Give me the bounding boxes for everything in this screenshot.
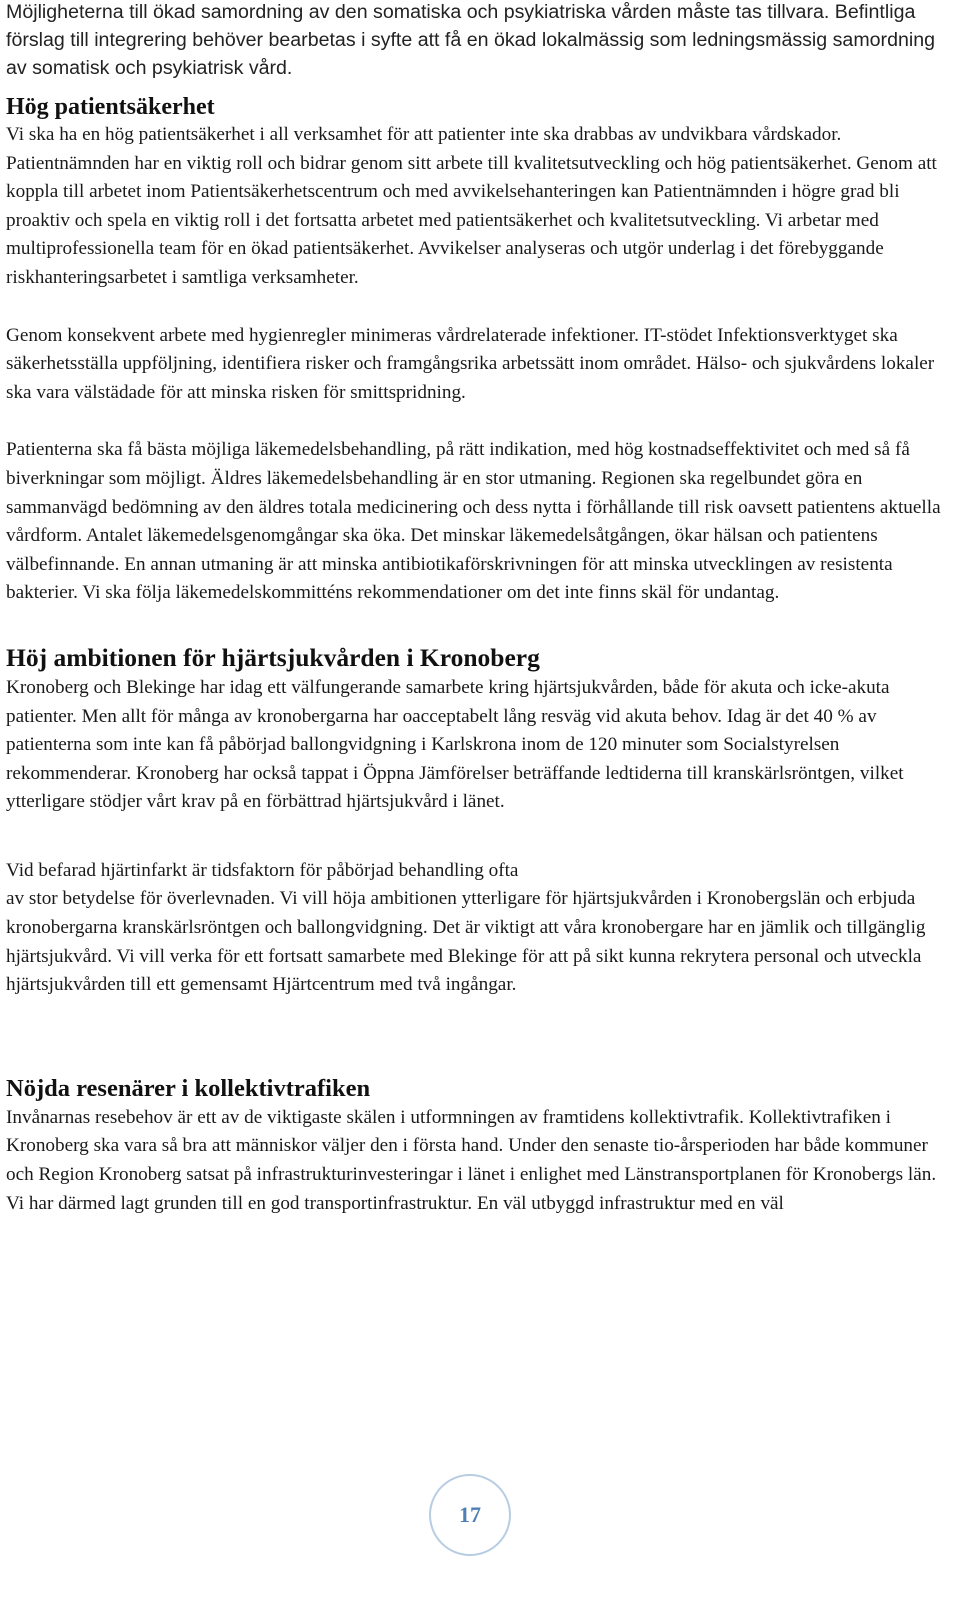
document-page [6,0,954,1218]
paragraph-patientsakerhet-1: Vi ska ha en hög patientsäkerhet i all verksamhet för att patienter inte ska drabbas av undvikbara vårdskador. Patientnämnden har en viktig roll och bidrar genom sitt arbete till kvalitetsutveckling och hög patientsäkerhet. Genom att koppla till arbetet inom Patientsäkerhetscentrum och med avvikelsehanteringen kan Patientnämnden i högre grad bli proaktiv och spela en viktig roll i det fortsatta arbetet med patientsäkerhet och kvalitetsutveckling. Vi arbetar med multiprofessionella team för en ökad patientsäkerhet. Avvikelser analyseras och utgör underlag i det förebyggande riskhanteringsarbetet i samtliga verksamheter. [6,124,937,288]
paragraph-kollektivtrafik-1: Invånarnas resebehov är ett av de viktigaste skälen i utformningen av framtidens kollektivtrafik. Kollektivtrafiken i Kronoberg ska vara så bra att människor väljer den i första hand. Under den senaste tio-årsperioden har både kommuner och Region Kronoberg satsat på infrastrukturinvesteringar i länet i enlighet med Länstransportplanen för Kronobergs län. Vi har därmed lagt grunden till en god transportinfrastruktur. En väl utbyggd infrastruktur med en väl [6,1106,937,1214]
paragraph-hjartsjukvard-2-lead: Vid befarad hjärtinfarkt är tidsfaktorn för påbörjad behandling ofta [6,859,519,881]
section-heading-patientsakerhet: Hög patientsäkerhet [6,94,215,120]
paragraph-patientsakerhet-3: Patienterna ska få bästa möjliga läkemedelsbehandling, på rätt indikation, med hög kostnadseffektivitet och med så få biverkningar som möjligt. Äldres läkemedelsbehandling är en stor utmaning. Regionen ska regelbundet göra en sammanvägd bedömning av den äldres totala medicinering och dess nytta i förhållande till risk oavsett patientens aktuella vårdform. Antalet läkemedelsgenomgångar ska öka. Det minskar läkemedelsåtgången, ökar hälsan och patientens välbefinnande. En annan utmaning är att minska antibiotikaförskrivningen för att minska utvecklingen av resistenta bakterier. Vi ska följa läkemedelskommitténs rekommendationer om det inte finns skäl för undantag. [6,439,941,604]
paragraph-patientsakerhet-2: Genom konsekvent arbete med hygienregler minimeras vårdrelaterade infektioner. IT-stödet Infektionsverktyget ska säkerhetsställa uppföljning, identifiera risker och framgångsrika arbetssätt inom området. Hälso- och sjukvårdens lokaler ska vara välstädade för att minska risken för smittspridning. [6,324,935,403]
page-number: 17 [459,1502,481,1527]
section-heading-hjartsjukvard: Höj ambitionen för hjärtsjukvården i Kronoberg [6,642,540,672]
intro-paragraph: Möjligheterna till ökad samordning av den somatiska och psykiatriska vården måste tas tillvara. Befintliga förslag till integrering behöver bearbetas i syfte att få en ökad lokalmässig som ledningsmässig samordning av somatisk och psykiatrisk vård. [6,1,936,79]
paragraph-hjartsjukvard-2: av stor betydelse för överlevnaden. Vi vill höja ambitionen ytterligare för hjärtsjukvården i Kronobergslän och erbjuda kronobergarna kranskärlsröntgen och ballongvidgning. Det är viktigt att våra kronobergare har en jämlik och tillgänglig hjärtsjukvård. Vi vill verka för ett fortsatt samarbete med Blekinge för att på sikt kunna rekrytera personal och utveckla hjärtsjukvården till ett gemensamt Hjärtcentrum med två ingångar. [6,888,926,996]
paragraph-hjartsjukvard-1: Kronoberg och Blekinge har idag ett välfungerande samarbete kring hjärtsjukvården, både för akuta och icke-akuta patienter. Men allt för många av kronobergarna har oacceptabelt lång resväg vid akuta behov. Idag är det 40 % av patienterna som inte kan få påbörjad ballongvidgning i Karlskrona inom de 120 minuter som Socialstyrelsen rekommenderar. Kronoberg har också tappat i Öppna Jämförelser beträffande ledtiderna till kranskärlsröntgen, vilket ytterligare stödjer vårt krav på en förbättrad hjärtsjukvård i länet. [6,676,904,813]
section-heading-kollektivtrafik: Nöjda resenärer i kollektivtrafiken [6,1074,371,1102]
page-number-badge [429,1474,511,1556]
